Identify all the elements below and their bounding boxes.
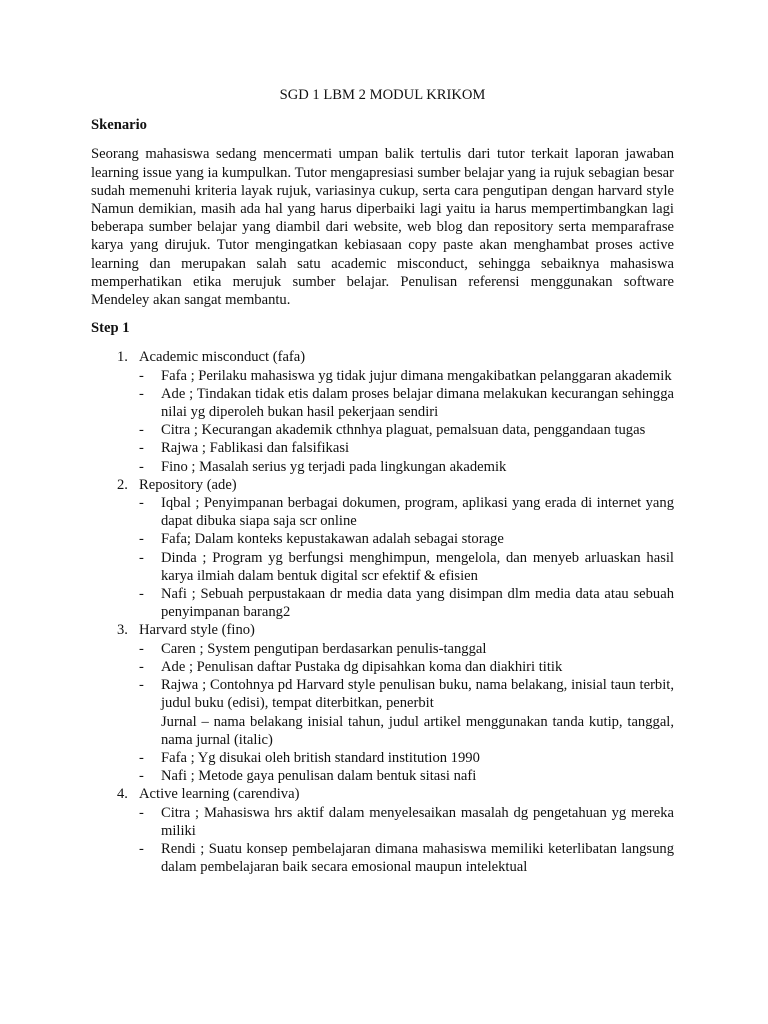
- note-item: [139, 767, 674, 785]
- note-text: Fino ; Masalah serius yg terjadi pada lingkungan akademik: [161, 458, 507, 475]
- dash-bullet-icon: -: [139, 804, 144, 821]
- dash-bullet-icon: -: [139, 768, 144, 785]
- document-title: SGD 1 LBM 2 MODUL KRIKOM: [279, 87, 486, 103]
- note-text: Dinda ; Program yg berfungsi menghimpun, mengelola, dan menyeb arluaskan hasil karya ilmiah dalam bentuk digital scr efektif & efisien: [161, 549, 674, 584]
- note-text: Fafa; Dalam konteks kepustakawan adalah sebagai storage: [161, 531, 504, 548]
- note-item: [139, 421, 674, 439]
- dash-bullet-icon: -: [139, 586, 144, 603]
- note-item: [139, 676, 674, 749]
- step-heading: Step 1: [91, 320, 130, 337]
- dash-bullet-icon: -: [139, 385, 144, 402]
- note-text: Nafi ; Sebuah perpustakaan dr media data yang disimpan dlm media data atau sebuah penyimpanan barang2: [161, 586, 674, 621]
- note-list: [139, 804, 674, 877]
- topic-item: [91, 348, 674, 475]
- dash-bullet-icon: -: [139, 658, 144, 675]
- dash-bullet-icon: -: [139, 458, 144, 475]
- note-text: Rajwa ; Fablikasi dan falsifikasi: [161, 440, 350, 457]
- note-text: Ade ; Penulisan daftar Pustaka dg dipisahkan koma dan diakhiri titik: [161, 658, 563, 675]
- note-text: Rajwa ; Contohnya pd Harvard style penulisan buku, nama belakang, inisial taun terbit, judul buku (edisi), tempat diterbitkan, penerbit: [161, 677, 674, 712]
- note-item: [139, 439, 674, 457]
- note-text: Rendi ; Suatu konsep pembelajaran dimana mahasiswa memiliki keterlibatan langsung dalam pembelajaran baik secara emosional maupun intelektual: [161, 840, 674, 876]
- note-text: Iqbal ; Penyimpanan berbagai dokumen, program, aplikasi yang erada di internet yang dapat dibuka siapa saja scr online: [161, 495, 674, 530]
- note-item: [139, 385, 674, 421]
- note-list: [139, 640, 674, 786]
- dash-bullet-icon: -: [139, 677, 144, 694]
- note-text: Ade ; Tindakan tidak etis dalam proses belajar dimana melakukan kecurangan sehingga nilai yg diperoleh bukan hasil pekerjaan sendiri: [161, 385, 674, 421]
- topic-number: 4.: [117, 786, 128, 803]
- note-item: [139, 367, 674, 385]
- note-item: [139, 804, 674, 840]
- dash-bullet-icon: -: [139, 440, 144, 457]
- note-text: Caren ; System pengutipan berdasarkan penulis-tanggal: [161, 640, 487, 657]
- topic-label: Active learning (carendiva): [139, 786, 300, 803]
- note-item: [139, 840, 674, 876]
- dash-bullet-icon: -: [139, 531, 144, 548]
- scenario-heading: Skenario: [91, 117, 147, 134]
- note-item: [139, 530, 674, 548]
- document-page: [91, 86, 674, 876]
- scenario-paragraph: Seorang mahasiswa sedang mencermati umpan balik tertulis dari tutor terkait laporan jawaban learning issue yang ia kumpulkan. Tutor mengapresiasi sumber belajar yang ia rujuk sebagian besar sudah memenuhi kriteria layak rujuk, variasinya cukup, serta cara pengutipan dengan harvard style Namun demikian, masih ada hal yang harus diperbaiki lagi yaitu ia harus mempertimbangkan lagi beberapa sumber belajar yang diambil dari website, web blog dan repository serta memparafrase karya yang dirujuk. Tutor mengingatkan kebiasaan copy paste akan menghambat proses active learning dan merupakan salah satu academic misconduct, sehingga sebaiknya mahasiswa memperhatikan etika merujuk sumber belajar. Penulisan referensi menggunakan software Mendeley akan sangat membantu.: [91, 146, 674, 309]
- topic-number: 3.: [117, 622, 128, 639]
- topic-item: [91, 621, 674, 785]
- dash-bullet-icon: -: [139, 549, 144, 566]
- topic-number: 2.: [117, 476, 128, 493]
- note-list: [139, 494, 674, 621]
- topic-item: [91, 785, 674, 876]
- note-text: Citra ; Kecurangan akademik cthnhya plaguat, pemalsuan data, penggandaan tugas: [161, 422, 646, 439]
- dash-bullet-icon: -: [139, 367, 144, 384]
- note-item: [139, 749, 674, 767]
- note-item: [139, 549, 674, 585]
- topic-list: [91, 348, 674, 876]
- note-item: [139, 494, 674, 530]
- note-item: [139, 585, 674, 621]
- note-text: Nafi ; Metode gaya penulisan dalam bentuk sitasi nafi: [161, 768, 477, 785]
- note-item: [139, 640, 674, 658]
- dash-bullet-icon: -: [139, 840, 144, 857]
- dash-bullet-icon: -: [139, 422, 144, 439]
- note-continuation-text: Jurnal – nama belakang inisial tahun, judul artikel menggunakan tanda kutip, tanggal, nama jurnal (italic): [161, 713, 674, 748]
- note-item: [139, 458, 674, 476]
- note-text: Citra ; Mahasiswa hrs aktif dalam menyelesaikan masalah dg pengetahuan yg mereka miliki: [161, 804, 674, 839]
- topic-item: [91, 476, 674, 622]
- note-text: Fafa ; Yg disukai oleh british standard institution 1990: [161, 749, 480, 766]
- topic-label: Academic misconduct (fafa): [139, 349, 306, 366]
- dash-bullet-icon: -: [139, 640, 144, 657]
- dash-bullet-icon: -: [139, 749, 144, 766]
- topic-label: Repository (ade): [139, 476, 237, 493]
- topic-label: Harvard style (fino): [139, 622, 255, 639]
- note-text: Fafa ; Perilaku mahasiswa yg tidak jujur dimana mengakibatkan pelanggaran akademik: [161, 367, 672, 384]
- topic-number: 1.: [117, 349, 128, 366]
- note-item: [139, 658, 674, 676]
- dash-bullet-icon: -: [139, 495, 144, 512]
- note-list: [139, 367, 674, 476]
